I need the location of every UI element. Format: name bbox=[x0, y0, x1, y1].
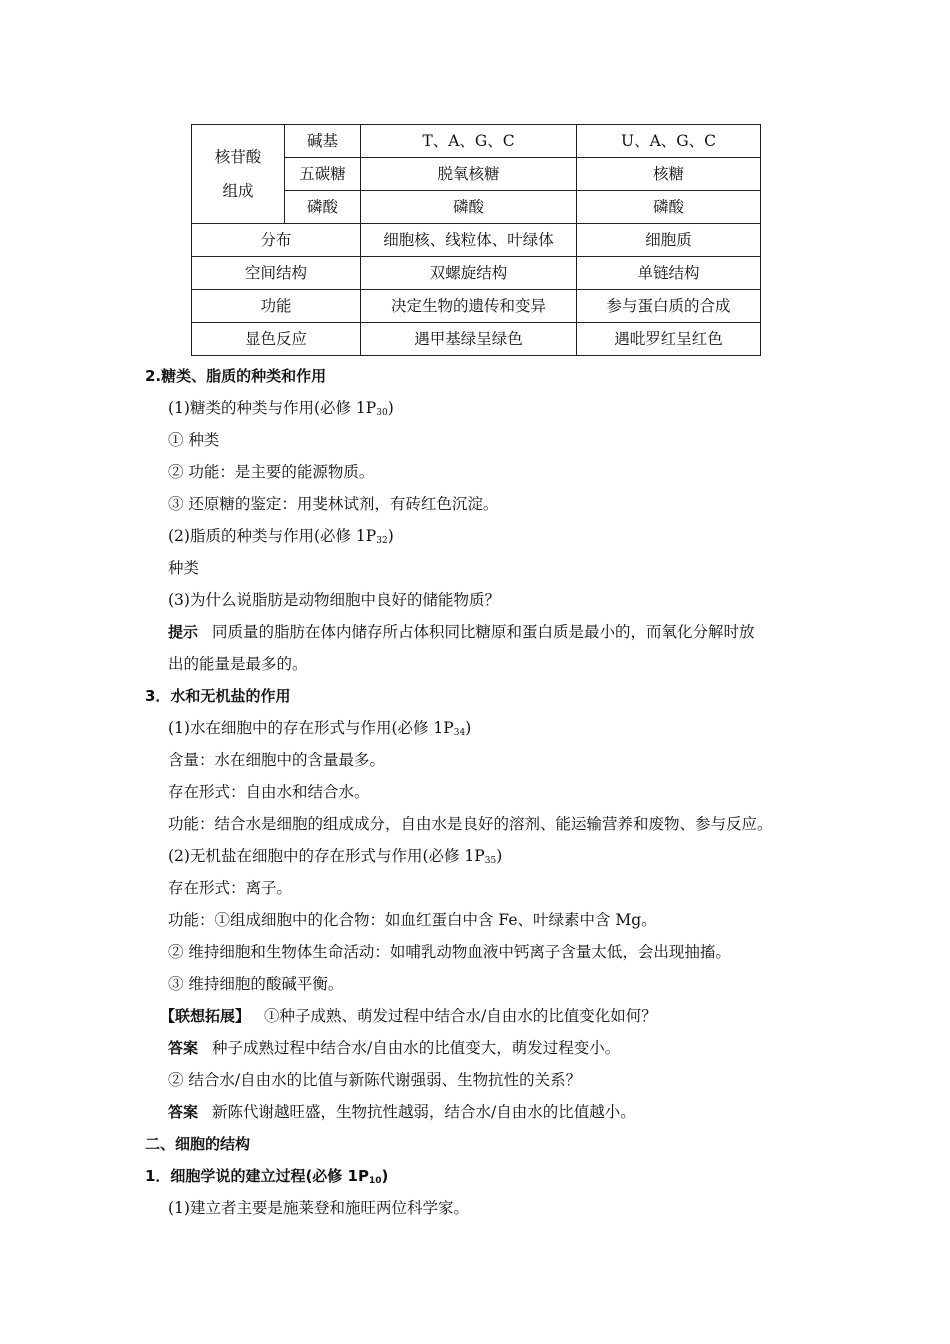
hint: 提示 同质量的脂肪在体内储存所占体积同比糖原和蛋白质是最小的，而氧化分解时放 bbox=[168, 623, 755, 641]
table-cell: 决定生物的遗传和变异 bbox=[361, 290, 577, 323]
table-cell: 磷酸 bbox=[285, 191, 361, 224]
paragraph: 功能：结合水是细胞的组成成分，自由水是良好的溶剂、能运输营养和废物、参与反应。 bbox=[168, 815, 773, 833]
nucleic-acid-comparison-table bbox=[191, 124, 761, 356]
answer-label: 答案 bbox=[168, 1103, 199, 1121]
paragraph: 存在形式：离子。 bbox=[168, 879, 293, 897]
table-cell-nucleotide-composition: 核苷酸 组成 bbox=[192, 125, 285, 224]
paragraph: ② 维持细胞和生物体生命活动：如哺乳动物血液中钙离子含量太低，会出现抽搐。 bbox=[168, 943, 731, 961]
question: ② 结合水/自由水的比值与新陈代谢强弱、生物抗性的关系？ bbox=[168, 1071, 582, 1089]
paragraph: 存在形式：自由水和结合水。 bbox=[168, 783, 370, 801]
table-cell: 核糖 bbox=[577, 158, 761, 191]
table-cell: 单链结构 bbox=[577, 257, 761, 290]
table-cell: 脱氧核糖 bbox=[361, 158, 577, 191]
table-row bbox=[192, 323, 761, 356]
paragraph: ③ 还原糖的鉴定：用斐林试剂，有砖红色沉淀。 bbox=[168, 495, 499, 513]
table-cell: 空间结构 bbox=[192, 257, 361, 290]
paragraph: ① 种类 bbox=[168, 431, 220, 449]
paragraph: 种类 bbox=[168, 559, 200, 577]
section-heading: 1．细胞学说的建立过程(必修 $1P_{10}$) bbox=[145, 1167, 389, 1186]
paragraph: ② 功能：是主要的能源物质。 bbox=[168, 463, 375, 481]
extension-label: 【联想拓展】 bbox=[160, 1007, 251, 1025]
subsection-heading: (2)无机盐在细胞中的存在形式与作用(必修 $1P_{35}$) bbox=[168, 847, 503, 866]
table-cell: 遇吡罗红呈红色 bbox=[577, 323, 761, 356]
table-cell: 功能 bbox=[192, 290, 361, 323]
section-heading: 二、细胞的结构 bbox=[145, 1135, 251, 1153]
paragraph: 功能：①组成细胞中的化合物：如血红蛋白中含 Fe、叶绿素中含 Mg。 bbox=[168, 911, 657, 929]
subsection-heading: (1)糖类的种类与作用(必修 $1P_{30}$) bbox=[168, 399, 394, 418]
table-cell: U、A、G、C bbox=[577, 125, 761, 158]
paragraph: 出的能量是最多的。 bbox=[168, 655, 308, 673]
paragraph: ③ 维持细胞的酸碱平衡。 bbox=[168, 975, 344, 993]
answer: 答案 新陈代谢越旺盛，生物抗性越弱，结合水/自由水的比值越小。 bbox=[168, 1103, 636, 1121]
question: (3)为什么说脂肪是动物细胞中良好的储能物质？ bbox=[168, 591, 500, 609]
answer: 答案 种子成熟过程中结合水/自由水的比值变大，萌发过程变小。 bbox=[168, 1039, 621, 1057]
table-cell: 遇甲基绿呈绿色 bbox=[361, 323, 577, 356]
extension-question: 【联想拓展】 ①种子成熟、萌发过程中结合水/自由水的比值变化如何？ bbox=[160, 1007, 657, 1025]
table-cell: 磷酸 bbox=[577, 191, 761, 224]
table-cell: 碱基 bbox=[285, 125, 361, 158]
section-heading: 3．水和无机盐的作用 bbox=[145, 687, 291, 705]
table-cell: T、A、G、C bbox=[361, 125, 577, 158]
table-row bbox=[192, 125, 761, 158]
table-cell: 五碳糖 bbox=[285, 158, 361, 191]
subsection-heading: (1)水在细胞中的存在形式与作用(必修 $1P_{34}$) bbox=[168, 719, 472, 738]
table-cell: 双螺旋结构 bbox=[361, 257, 577, 290]
answer-label: 答案 bbox=[168, 1039, 199, 1057]
table-cell: 显色反应 bbox=[192, 323, 361, 356]
subsection-heading: (2)脂质的种类与作用(必修 $1P_{32}$) bbox=[168, 527, 394, 546]
table-row bbox=[192, 257, 761, 290]
table-cell: 磷酸 bbox=[361, 191, 577, 224]
table-cell: 细胞质 bbox=[577, 224, 761, 257]
paragraph: (1)建立者主要是施莱登和施旺两位科学家。 bbox=[168, 1199, 469, 1217]
table-cell: 参与蛋白质的合成 bbox=[577, 290, 761, 323]
table-cell: 分布 bbox=[192, 224, 361, 257]
section-heading: 2.糖类、脂质的种类和作用 bbox=[145, 367, 327, 385]
table-cell: 细胞核、线粒体、叶绿体 bbox=[361, 224, 577, 257]
hint-label: 提示 bbox=[168, 623, 199, 641]
paragraph: 含量：水在细胞中的含量最多。 bbox=[168, 751, 386, 769]
table-row bbox=[192, 290, 761, 323]
table-row bbox=[192, 224, 761, 257]
